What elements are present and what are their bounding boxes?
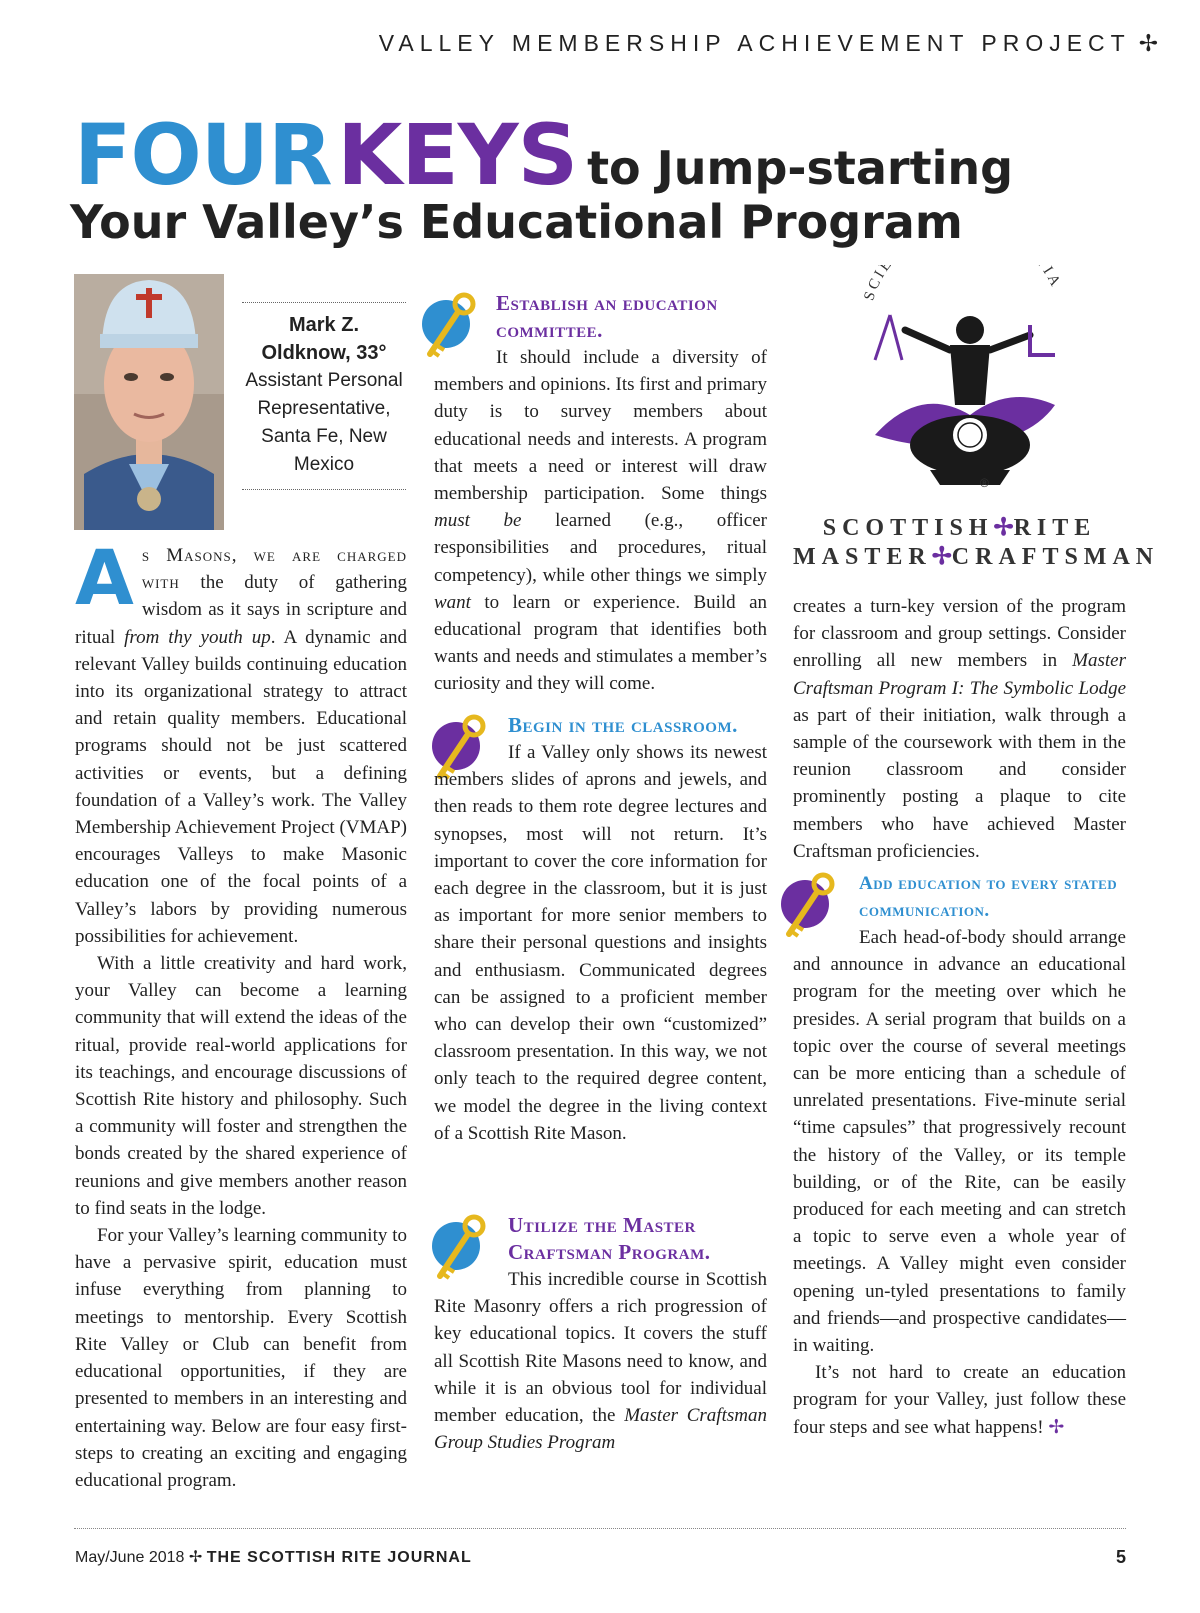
section-3-continued [793, 593, 1126, 865]
section-3-body [434, 1266, 767, 1456]
logo-word-rite: RITE [1013, 515, 1097, 541]
page-number: 5 [1115, 1547, 1126, 1567]
author-portrait-image [74, 274, 224, 530]
footer-journal-name: THE SCOTTISH RITE JOURNAL [206, 1549, 472, 1566]
section-3-text-3: as part of their initiation, walk through a sample of the coursework with them in the reunion classroom and consider prominently posting a plaque to cite members who have achieved Master Craftsman proficiencies. [793, 704, 1126, 862]
footer-issue [75, 1547, 472, 1567]
section-2 [434, 712, 767, 1147]
drop-cap: A [75, 533, 134, 622]
svg-text:SCIENTIA EST POTENTIA [861, 265, 1064, 303]
lead-in: s Masons, we are charged with [141, 545, 407, 594]
logo-wordmark-line2 [793, 542, 1160, 571]
intro-paragraph-2: With a little creativity and hard work, your Valley can become a learning community that will extend the ideas of the ritual, provide real-world applications for its teachings, and encourage discussions of Scottish Rite history and philosophy. Such a community will foster and strengthen the bonds created by the shared experience of reunions and give members another reason to find seats in the lodge. [75, 953, 407, 1219]
headline-keys: KEYS [337, 106, 578, 204]
author-name-line2: Oldknow, 33° [261, 342, 387, 364]
end-mark-icon: ✢ [1048, 1416, 1065, 1438]
master-craftsman-emblem [830, 265, 1100, 505]
logo-word-craftsman: CRAFTSMAN [951, 544, 1160, 570]
section-1-italic-1: must be [434, 510, 522, 532]
intro-text-end: . A dynamic and relevant Valley builds continuing education into its organizational strategy to attract and retain quality members. Educational programs should not be just scattered activities or events, but a defining foundation of a Valley’s work. The Valley Membership Achievement Project (VMAP) encourages Valleys to make Masonic education one of the focal points of a Valley’s labors by providing numerous possibilities for achievement. [75, 626, 407, 947]
section-3-body-cont [793, 593, 1126, 865]
closing-text: It’s not hard to create an education program for your Valley, just follow these four steps and see what happens! [793, 1362, 1126, 1438]
running-head-text: VALLEY MEMBERSHIP ACHIEVEMENT PROJECT [378, 30, 1131, 56]
section-1-italic-2: want [434, 591, 471, 613]
logo-motto: SCI IA [861, 265, 1065, 303]
author-photo [74, 274, 224, 530]
author-name-line1: Mark Z. [288, 314, 360, 336]
section-1-heading: Establish an education committee. [496, 291, 718, 342]
section-4 [793, 870, 1126, 1441]
section-3-italic-1: Master Craftsman Group Studies Program [434, 1405, 767, 1454]
section-3 [434, 1212, 767, 1456]
footer-cross-icon: ✢ [188, 1549, 203, 1566]
section-1-text-3: to learn or experience. Build an educational program that identifies both wants and needs and stimulates a member’s curiosity and they will come. [434, 591, 767, 695]
closing-paragraph [793, 1359, 1126, 1441]
running-header [379, 30, 1158, 57]
section-4-heading: Add education to every stated communication. [859, 873, 1118, 921]
headline-rest: to Jump-starting [587, 141, 1014, 195]
section-3-italic-2: Master Craftsman Program I: The Symbolic Lodge [793, 650, 1126, 699]
logo-word-master: MASTER [793, 544, 932, 570]
headline-four: FOUR [74, 106, 332, 204]
section-1 [434, 290, 767, 698]
cross-icon: ✢ [1138, 30, 1158, 56]
section-2-heading: Begin in the classroom. [508, 713, 738, 737]
headline-line1 [74, 106, 1013, 204]
section-3-text: This incredible course in Scottish Rite Masonry offers a rich progression of key educational topics. It covers the stuff all Scottish Rite Masons need to know, and while it is an obvious tool for individual member education, the [434, 1269, 767, 1427]
registered-mark: ® [980, 476, 989, 490]
section-1-text: It should include a diversity of members and opinions. Its first and primary duty is to survey members about educational needs and interests. A program that meets a need or interest will draw membership participation. Some things [434, 347, 767, 505]
section-1-text-2: learned (e.g., officer responsibilities and procedures, ritual competency), while other things we simply [434, 510, 768, 586]
headline-line2: Your Valley’s Educational Program [70, 195, 963, 249]
footer-issue-date: May/June 2018 [75, 1549, 185, 1566]
logo-wordmark-line1 [793, 513, 1126, 542]
section-1-body [434, 344, 767, 698]
section-3-heading: Utilize the Master Craftsman Program. [508, 1213, 711, 1264]
section-4-body: Each head-of-body should arrange and announce in advance an educational program for the meeting over which he presides. A serial program that builds on a topic over the course of several meetings can be more enticing than a schedule of unrelated presentations. Five-minute serial “time capsules” that progressively recount the history of the Valley, or its temple building, or of the Rite, can be easily produced for each meeting and can stretch a topic to serve even a whole year of meetings. A Valley might even consider opening un-tyled presentations to family and friends—and prospective candidates—in waiting. [793, 927, 1126, 1357]
intro-italic: from thy youth up [124, 626, 271, 648]
footer-rule [74, 1528, 1126, 1529]
scottish-rite-logo [830, 265, 1100, 505]
author-role: Assistant Personal Representative, Santa Fe, New Mexico [245, 370, 403, 475]
intro-column [75, 533, 407, 1494]
intro-text: the duty of gathering wisdom as it says in scripture and ritual [75, 572, 407, 648]
intro-paragraph-3: For your Valley’s learning community to have a pervasive spirit, education must infuse everything from planning to meetings to mentorship. Every Scottish Rite Valley or Club can benefit from educational opportunities, if they are presented to members in an interesting and entertaining way. Below are four easy first-steps to creating an exciting and engaging educational program. [75, 1225, 407, 1491]
intro-paragraph-1 [75, 533, 407, 950]
section-3-text-2: creates a turn-key version of the program for classroom and group settings. Consider enrolling all new members in [793, 596, 1126, 672]
author-byline [242, 302, 406, 490]
section-2-body: If a Valley only shows its newest members slides of aprons and jewels, and then reads to them rote degree lectures and synopses, most will not return. It’s important to cover the core information for each degree in the classroom, but it is just as important for more senior members to share their personal questions and insights and enthusiasm. Communicated degrees can be assigned to a proficient member who can develop their own “customized” classroom presentation. In this way, we not only teach to the required degree content, we model the degree in the living context of a Scottish Rite Mason. [434, 742, 767, 1144]
logo-word-scottish: SCOTTISH [822, 515, 994, 541]
logo-cross-icon: ✢ [993, 515, 1014, 541]
logo-cross-icon-2: ✢ [931, 544, 952, 570]
